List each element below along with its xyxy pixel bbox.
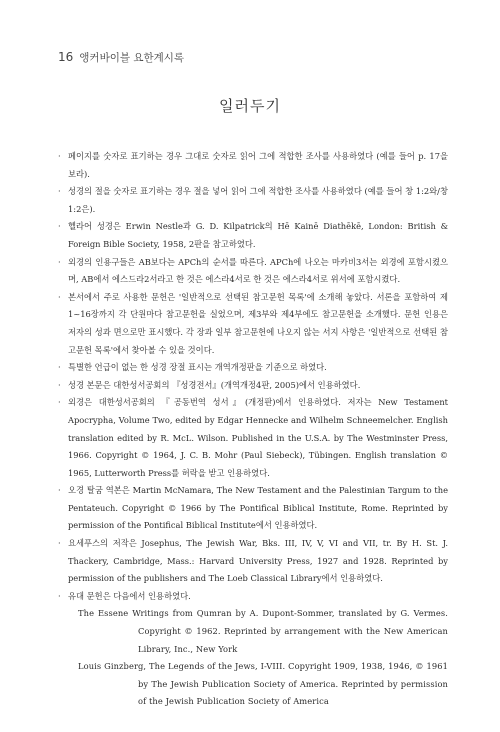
source-entry: Louis Ginzberg, The Legends of the Jews, I-VIII. Copyright 1909, 1938, 1946, © 1961 by The Jewish Publication Society of America. Reprinted by permission of the Jewish Publication Society of America [78,661,448,707]
note-item [58,218,448,253]
bullet-icon: · [58,590,61,601]
note-text: 외경의 인용구들은 AB보다는 APCh의 순서를 따른다. APCh에 나오는 마카비3서는 외경에 포함시켰으며, AB에서 에스드라2서라고 한 것은 에스라4서로 한 것은 에스라4서로 위서에 포함시켰다. [68,256,448,285]
bullet-icon: · [58,186,61,197]
note-item [58,394,448,482]
note-item [58,254,448,289]
note-text: 성경 본문은 대한성서공회의 『성경전서』(개역개정4판, 2005)에서 인용하였다. [68,379,361,390]
note-item [58,359,448,377]
note-item [58,183,448,218]
bullet-icon: · [58,291,61,302]
note-item [58,588,448,711]
note-text: 본서에서 주로 사용한 문헌은 '일반적으로 선택된 참고문헌 목록'에 소개해 놓았다. 서론을 포함하여 제1~16장까지 각 단원마다 참고문헌을 실었으며, 제3부와 제4부에도 참고문헌을 소개했다. 문헌 인용은 저자의 성과 면으로만 표시했다. 각 장과 일부 참고문헌에 나오지 않는 서지 사항은 '일반적으로 선택된 참고문헌 목록'에서 찾아볼 수 있을 것이다. [68,291,448,355]
note-text: 성경의 절을 숫자로 표기하는 경우 절을 넣어 읽어 그에 적합한 조사를 사용하였다 (예를 들어 창 1:2와/창 1:2은). [68,186,448,214]
note-text: 페이지를 숫자로 표기하는 경우 그대로 숫자로 읽어 그에 적합한 조사를 사용하였다 (예를 들어 p. 17을 보라). [68,151,448,179]
note-item [58,535,448,588]
sources-list [68,605,448,711]
bullet-icon: · [58,221,61,232]
note-text: 특별한 언급이 없는 한 성경 장절 표시는 개역개정판을 기준으로 하였다. [68,362,327,373]
note-text: 요세푸스의 저작은 Josephus, The Jewish War, Bks. III, IV, V, VI and VII, tr. By H. St. J. Thackery, Cambridge, Mass.: Harvard University Press, 1927 and 1928. Reprinted by permission of the publishers and The Loeb Classical Library에서 인용하였다. [68,538,448,584]
bullet-icon: · [58,151,61,161]
note-text: 외경은 대한성서공회의 『공동번역 성서』(개정판)에서 인용하였다. 저자는 New Testament Apocrypha, Volume Two, edited by Edgar Hennecke and Wilhelm Schneemelcher. English translation edited by R. McL. Wilson. Published in the U.S.A. by The Westminster Press, 1966. Copyright © 1964, J. C. B. Mohr (Paul Siebeck), Tübingen. English translation © 1965, Lutterworth Press를 허락을 받고 인용하였다. [68,397,448,478]
book-title: 앵커바이블 요한계시록 [79,52,185,64]
bullet-icon: · [58,538,61,549]
source-entry: The Essene Writings from Qumran by A. Dupont-Sommer, translated by G. Vermes. Copyright © 1962. Reprinted by arrangement with the New American Library, Inc., New York [78,608,448,654]
page-number: 16 [58,50,74,64]
bullet-icon: · [58,397,61,408]
notes-list [58,148,448,711]
note-item [58,482,448,535]
note-item [58,289,448,359]
bullet-icon: · [58,379,61,390]
note-text: 유대 문헌은 다음에서 인용하였다. [68,590,191,601]
bullet-icon: · [58,485,61,496]
note-text: 오경 탈굼 역본은 Martin McNamara, The New Testament and the Palestinian Targum to the Pentateuch. Copyright © 1966 by The Pontifical Biblical Institute, Rome. Reprinted by permission of the Pontifical Biblical Institute에서 인용하였다. [68,485,448,531]
bullet-icon: · [58,256,61,267]
note-text: 헬라어 성경은 Erwin Nestle과 G. D. Kilpatrick의 Hē Kainē Diathēkē, London: British & Foreign Bible Society, 1958, 2판을 참고하였다. [68,221,448,249]
note-item [58,377,448,395]
note-item [58,148,448,183]
bullet-icon: · [58,362,61,373]
running-header [58,50,184,65]
page-title: 일러두기 [219,97,281,115]
